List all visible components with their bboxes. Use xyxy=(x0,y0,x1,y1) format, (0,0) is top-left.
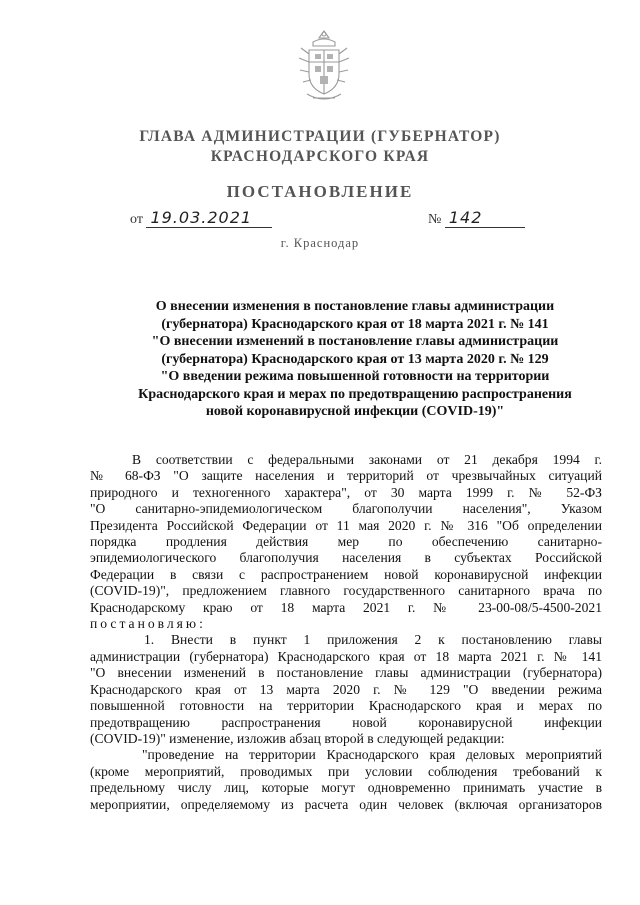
title-line: "О внесении изменений в постановление главы администрации xyxy=(151,334,559,349)
city-name: г. Краснодар xyxy=(280,236,360,250)
title-line: (губернатора) Краснодарского края от 18 марта 2021 г. № 141 xyxy=(161,316,549,332)
body-line: предельному числу лиц, которые могут одновременно принимать участие в xyxy=(90,780,602,796)
preamble-paragraph xyxy=(90,452,602,632)
body-line: администрации (губернатора) Краснодарского края от 18 марта 2021 г. № 141 xyxy=(90,648,602,664)
body-line: (COVID-19)", предложением главного государственного санитарного врача по xyxy=(90,583,602,599)
body-line: порядка продления действия мер по обеспечению санитарно- xyxy=(90,534,602,550)
body-line: предотвращению распространения новой коронавирусной инфекции xyxy=(90,714,602,730)
title-line: О внесении изменения в постановление главы администрации xyxy=(155,299,555,314)
krasnodar-coat-of-arms-icon xyxy=(295,28,353,106)
body-line: Краснодарского края от 13 марта 2020 г. № 129 "О введении режима xyxy=(90,681,602,697)
body-line: (COVID-19)" изменение, изложив абзац второй в следующей редакции: xyxy=(90,730,505,746)
title-line: Краснодарского края и мерах по предотвращению распространения xyxy=(138,386,572,402)
body-line: повышенной готовности на территории Краснодарского края и мерах по xyxy=(90,698,602,714)
body-line: "О санитарно-эпидемиологическом благополучии населения", Указом xyxy=(90,501,602,517)
body-line: мероприятии, определяемому из расчета один человек (включая организаторов xyxy=(90,796,602,812)
body-line: Краснодарскому краю от 18 марта 2021 г. № 23-00-08/5-4500-2021 xyxy=(90,599,602,615)
body-line: Президента Российской Федерации от 11 мая 2020 г. № 316 "Об определении xyxy=(90,517,602,533)
body-line: Федерации в связи с распространением новой коронавирусной инфекции xyxy=(90,566,602,582)
title-line: "О введении режима повышенной готовности на территории xyxy=(160,369,550,384)
item-1-paragraph xyxy=(90,632,602,747)
body-line: 1. Внести в пункт 1 приложения 2 к постановлению главы xyxy=(144,632,602,648)
resolution-title xyxy=(112,298,598,421)
document-type: ПОСТАНОВЛЕНИЕ xyxy=(226,182,414,201)
body-line: № 68-ФЗ "О защите населения и территорий от чрезвычайных ситуаций xyxy=(90,468,602,484)
date-field xyxy=(130,208,272,228)
title-line: новой коронавирусной инфекции (COVID-19)" xyxy=(205,404,505,419)
number-label: № xyxy=(428,212,442,227)
body-line: природного и техногенного характера", от 30 марта 1999 г. № 52-ФЗ xyxy=(90,484,602,500)
handwritten-date: 19.03.2021 xyxy=(146,208,272,228)
body-line: "О внесении изменений в постановление главы администрации (губернатора) xyxy=(90,665,602,681)
document-body xyxy=(90,452,602,813)
issuer-title-line1: ГЛАВА АДМИНИСТРАЦИИ (ГУБЕРНАТОР) xyxy=(139,128,501,145)
number-field xyxy=(428,208,525,228)
title-line: (губернатора) Краснодарского края от 13 марта 2020 г. № 129 xyxy=(161,351,549,367)
body-line: эпидемиологического благополучия населения в субъектах Российской xyxy=(90,550,602,566)
body-line: (кроме мероприятий, проводимых при условии соблюдения требований к xyxy=(90,763,602,779)
handwritten-number: 142 xyxy=(445,208,525,228)
issuer-title-line2: КРАСНОДАРСКОГО КРАЯ xyxy=(210,148,430,165)
body-line: "проведение на территории Краснодарского края деловых мероприятий xyxy=(142,747,602,763)
body-line: В соответствии с федеральными законами от 21 декабря 1994 г. xyxy=(132,452,602,467)
date-label: от xyxy=(130,212,143,227)
quoted-amendment-paragraph xyxy=(90,747,602,813)
resolve-word: постановляю: xyxy=(90,616,206,632)
